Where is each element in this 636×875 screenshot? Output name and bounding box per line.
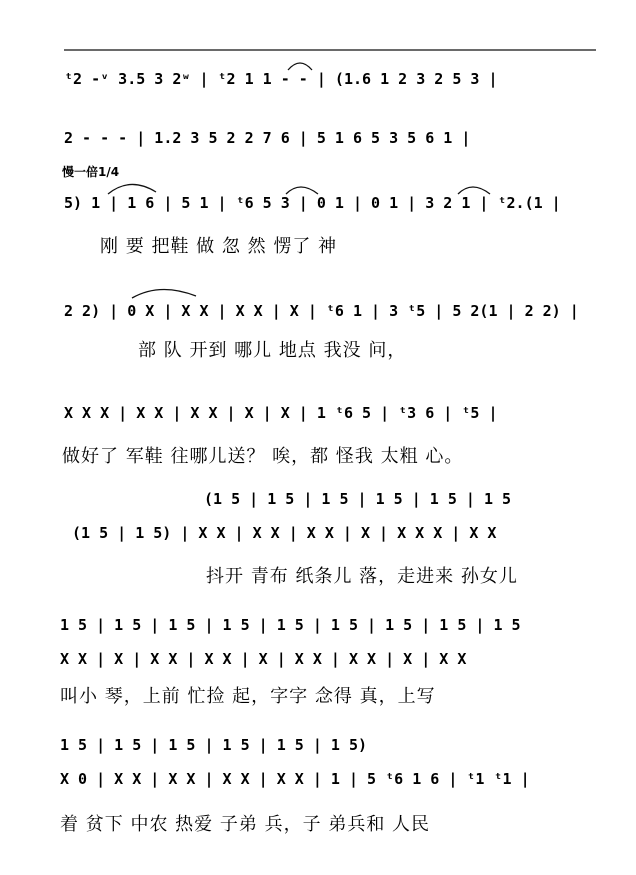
tempo-mark: 慢一倍1/4 xyxy=(62,165,120,179)
lyrics-row-7: 叫小 琴，上前 忙捡 起，字字 念得 真，上写 xyxy=(60,686,436,707)
lyrics-row-5: 做好了 军鞋 往哪儿送？ 唉，都 怪我 太粗 心。 xyxy=(62,446,464,467)
notes-row-6: (1 5 | 1 5) | X X | X X | X X | X | X X X | X X xyxy=(72,524,497,542)
row-7 xyxy=(60,616,521,707)
row-5 xyxy=(62,404,497,467)
notes-row-8: X 0 | X X | X X | X X | X X | 1 | 5 ᵗ6 1 6 | ᵗ1 ᵗ1 | xyxy=(60,770,530,788)
slur xyxy=(288,63,312,70)
lyrics-row-4: 部 队 开到 哪儿 地点 我没 问， xyxy=(138,340,407,361)
slur xyxy=(458,187,490,194)
upper-row-7: 1 5 | 1 5 | 1 5 | 1 5 | 1 5 | 1 5 | 1 5 | 1 5 | 1 5 xyxy=(60,616,521,634)
lyrics-row-6: 抖开 青布 纸条儿 落，走进来 孙女儿 xyxy=(206,566,518,587)
slur xyxy=(286,187,318,194)
notes-row-7: X X | X | X X | X X | X | X X | X X | X | X X xyxy=(60,650,467,668)
notes-row-2: 2 - - - | 1.2 3 5 2 2 7 6 | 5 1 6 5 3 5 6 1 | xyxy=(64,129,471,147)
upper-row-8: 1 5 | 1 5 | 1 5 | 1 5 | 1 5 | 1 5) xyxy=(60,736,368,754)
row-1 xyxy=(64,63,497,89)
row-6 xyxy=(72,490,518,587)
row-3 xyxy=(61,164,561,257)
lyrics-row-3: 刚 要 把鞋 做 忽 然 愣了 神 xyxy=(100,236,338,257)
notes-row-4: 2 2) | 0 X | X X | X X | X | ᵗ6 1 | 3 ᵗ5 | 5 2(1 | 2 2) | xyxy=(64,302,579,320)
upper-row-6: (1 5 | 1 5 | 1 5 | 1 5 | 1 5 | 1 5 xyxy=(204,490,512,508)
row-4 xyxy=(64,289,579,361)
notes-row-3: 5) 1 | 1 6 | 5 1 | ᵗ6 5 3 | 0 1 | 0 1 | 3 2 1 | ᵗ2.(1 | xyxy=(64,194,561,212)
slur xyxy=(132,289,196,298)
notes-row-5: X X X | X X | X X | X | X | 1 ᵗ6 5 | ᵗ3 6 | ᵗ5 | xyxy=(64,404,498,422)
row-2 xyxy=(64,129,470,148)
row-8 xyxy=(60,736,530,835)
notes-row-1: ᵗ2 -ᵛ 3.5 3 2ʷ | ᵗ2 1 1 - - | (1.6 1 2 3 2 5 3 | xyxy=(64,70,498,88)
slur xyxy=(108,184,156,194)
lyrics-row-8: 着 贫下 中农 热爱 子弟 兵，子 弟兵和 人民 xyxy=(60,814,431,835)
